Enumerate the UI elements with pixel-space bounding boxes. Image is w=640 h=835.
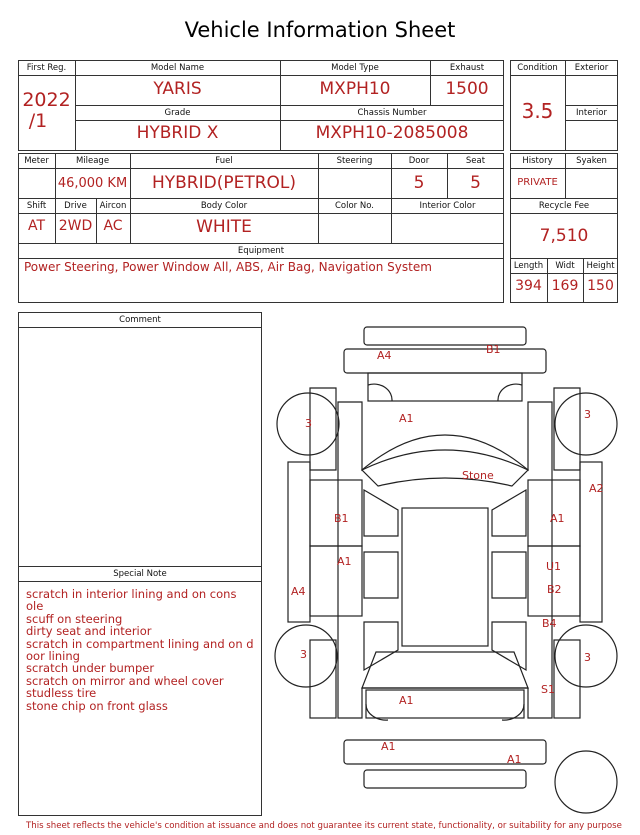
body-color-value: WHITE: [196, 217, 252, 237]
equipment-label: Equipment: [237, 246, 285, 256]
damage-mark: A1: [337, 555, 352, 568]
condition-value: 3.5: [521, 99, 554, 123]
interior-color-label: Interior Color: [419, 201, 476, 211]
meter-label: Meter: [24, 156, 49, 166]
damage-mark: A4: [291, 585, 306, 598]
recycle-fee-label: Recycle Fee: [538, 201, 590, 211]
chassis-number-label: Chassis Number: [357, 108, 427, 118]
damage-mark: Stone: [462, 469, 494, 482]
length-label: Length: [513, 261, 544, 271]
damage-mark: 3: [305, 417, 312, 430]
equipment-value: Power Steering, Power Window All, ABS, Air Bag, Navigation System: [24, 260, 432, 274]
list-item: scratch on mirror and wheel cover: [26, 673, 224, 688]
fuel-value: HYBRID(PETROL): [151, 173, 297, 193]
mileage-label: Mileage: [75, 156, 110, 166]
damage-mark: A1: [399, 412, 414, 425]
list-item: ole: [26, 599, 44, 614]
shift-label: Shift: [26, 201, 47, 211]
exterior-label: Exterior: [574, 63, 609, 73]
model-type-value: MXPH10: [319, 79, 391, 99]
damage-mark: B1: [486, 343, 501, 356]
list-item: studless tire: [26, 686, 97, 701]
special-note-label: Special Note: [113, 569, 167, 579]
list-item: scratch in compartment lining and on d: [26, 636, 254, 651]
list-item: scratch under bumper: [26, 661, 155, 676]
damage-mark: A1: [507, 753, 522, 766]
first-reg-year: 2022: [22, 89, 71, 111]
aircon-label: Aircon: [99, 201, 127, 211]
damage-mark: A4: [377, 349, 392, 362]
list-item: oor lining: [26, 649, 80, 664]
color-no-label: Color No.: [334, 201, 374, 211]
fuel-label: Fuel: [215, 156, 233, 166]
damage-mark: A1: [399, 694, 414, 707]
steering-label: Steering: [336, 156, 373, 166]
seat-label: Seat: [465, 156, 486, 166]
door-label: Door: [408, 156, 430, 166]
height-value: 150: [587, 278, 614, 294]
chassis-number-value: MXPH10-2085008: [315, 123, 469, 143]
condition-label: Condition: [517, 63, 558, 73]
recycle-fee-value: 7,510: [539, 226, 589, 246]
exhaust-label: Exhaust: [449, 63, 485, 73]
length-value: 394: [515, 278, 542, 294]
list-item: dirty seat and interior: [26, 624, 152, 639]
damage-mark: A2: [589, 482, 604, 495]
mileage-value: 46,000 KM: [57, 176, 128, 191]
footer-disclaimer: This sheet reflects the vehicle's condition at issuance and does not guarantee its current state, functionality, or suitability for any purpose: [26, 821, 622, 831]
interior-label: Interior: [575, 108, 607, 118]
sheet-title: Vehicle Information Sheet: [184, 18, 456, 42]
list-item: scratch in interior lining and on cons: [26, 587, 237, 601]
damage-mark: B2: [547, 583, 562, 596]
model-name-label: Model Name: [150, 63, 205, 73]
body-color-label: Body Color: [200, 201, 248, 211]
damage-mark: 3: [584, 651, 591, 664]
damage-mark: S1: [541, 683, 555, 696]
damage-mark: 3: [300, 648, 307, 661]
first-reg-month: /1: [28, 110, 48, 132]
first-reg-label: First Reg.: [26, 63, 67, 73]
grade-label: Grade: [164, 108, 191, 118]
history-label: History: [522, 156, 553, 166]
damage-mark: B1: [334, 512, 349, 525]
grade-value: HYBRID X: [136, 123, 219, 143]
width-label: Widt: [555, 261, 575, 271]
damage-mark: 3: [584, 408, 591, 421]
damage-mark: U1: [546, 560, 562, 573]
shift-value: AT: [27, 218, 46, 234]
damage-mark: A1: [550, 512, 565, 525]
damage-mark: B4: [542, 617, 557, 630]
drive-label: Drive: [64, 201, 87, 211]
comment-label: Comment: [119, 315, 161, 325]
syaken-label: Syaken: [576, 156, 607, 166]
exhaust-value: 1500: [445, 79, 489, 99]
door-value: 5: [413, 173, 425, 193]
damage-mark: A1: [381, 740, 396, 753]
history-value: PRIVATE: [517, 177, 558, 188]
seat-value: 5: [470, 173, 481, 193]
aircon-value: AC: [103, 218, 123, 234]
model-name-value: YARIS: [153, 79, 202, 99]
model-type-label: Model Type: [331, 63, 379, 73]
height-label: Height: [586, 261, 615, 271]
drive-value: 2WD: [58, 218, 93, 234]
width-value: 169: [551, 278, 579, 294]
list-item: stone chip on front glass: [26, 698, 168, 713]
list-item: scuff on steering: [26, 611, 123, 626]
